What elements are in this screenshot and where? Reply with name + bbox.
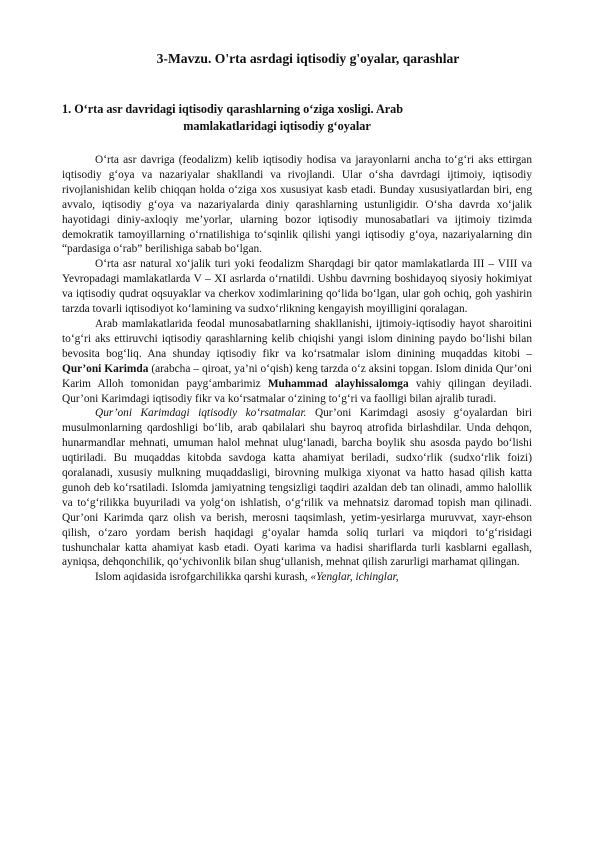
paragraph-4 (62, 406, 532, 570)
paragraph-3-text-e: vahiy qilingan deyiladi. Qur’oni Karimdagi iqtisodiy fikr va ko‘rsatmalar o‘zining to‘g‘ri va faolligi bilan ajralib turadi. (62, 377, 532, 405)
paragraph-4-text: Qur’oni Karimdagi asosiy g‘oyalardan biri musulmonlarning qardoshligi bo‘lib, arab qabilalari shu bayroq atrofida birlashdilar. Unda dehqon, hunarmandlar mehnati, umuman halol mehnat ulug‘lanadi, barcha boylik shu asosda paydo bo‘lishi uqtiriladi. Bu muqaddas kitobda savdoga katta ahamiyat beriladi, sudxo‘rlik (sudxo‘rlik foizi) qoralanadi, xususiy mulkning muqaddasligi, birovning mulkiga xiyonat va hatto hasad qilish katta gunoh deb ko‘rsatiladi. Islomda jamiyatning tengsizligi taqdiri azaldan deb tan olinadi, ammo halollik va to‘g‘rilikka buyuriladi va yolg‘on ishlatish, o‘g‘rilik va mehnatsiz daromad topish man qilinadi. Qur’oni Karimda qarz olish va berish, merosni taqsimlash, yetim-yesirlarga muruvvat, xayr-ehson qilish, o‘zaro yordam berish haqidagi g‘oyalar hamda soliq turlari va miqdori to‘g‘risidagi tushunchalar katta ahamiyat kasb etadi. Oyati karima va hadisi shariflarda turli kasblarni egallash, ayniqsa, dehqonchilik, qo‘ychivonlik bilan shug‘ullanish, mehnat qilish zarurligi marhamat qilingan. (62, 407, 532, 569)
section-heading-line1: 1. O‘rta asr davridagi iqtisodiy qarashlarning o‘ziga xosligi. Arab (62, 102, 404, 116)
paragraph-5-text: Islom aqidasida isrofgarchilikka qarshi kurash, (95, 571, 311, 584)
body-text (62, 153, 532, 585)
section-heading (62, 101, 522, 135)
document-title: 3-Mavzu. O'rta asrdagi iqtisodiy g'oyalar, qarashlar (156, 51, 460, 66)
quran-term: Qur’oni Karimda (62, 362, 149, 375)
quote-fragment: «Yenglar, ichinglar, (310, 571, 399, 584)
paragraph-2: O‘rta asr natural xo‘jalik turi yoki feodalizm Sharqdagi bir qator mamlakatlarda III – VIII va Yevropadagi mamlakatlarda V – XI asrlarda o‘rnatildi. Ushbu davrning boshidayoq siyosiy hokimiyat va iqtisodiy qudrat oqsuyaklar va cherkov xodimlarining qo‘lida bo‘lgan, ular goh ochiq, goh yashirin tarzda tovarli iqtisodiyot ko‘lamining va sudxo‘rlikning kengayish moyilligini qoralagan. (62, 258, 532, 316)
subsection-lead-in: Qur’oni Karimdagi iqtisodiy ko‘rsatmalar. (95, 407, 307, 420)
paragraph-5 (62, 570, 532, 585)
paragraph-3-text-a: Arab mamlakatlarida feodal munosabatlarning shakllanishi, ijtimoiy-iqtisodiy hayot sharoitini to‘g‘ri aks ettiruvchi iqtisodiy qarashlarning kelib chiqishi yangi islom dinining paydo bo‘lishi bilan bevosita bog‘liq. Ana shunday iqtisodiy fikr va ko‘rsatmalar islom dinining muqaddas kitobi – (62, 317, 532, 360)
prophet-name: Muhammad alayhissalomga (267, 377, 409, 390)
paragraph-1: O‘rta asr davriga (feodalizm) kelib iqtisodiy hodisa va jarayonlarni ancha to‘g‘ri aks ettirgan iqtisodiy g‘oya va nazariyalar shakllandi va rivojlandi. Ular o‘sha davrdagi ijtimoiy, iqtisodiy rivojlanishidan kelib chiqqan holda o‘ziga xos xususiyat kasb etadi. Bunday xususiyatlardan biri, eng avvalo, iqtisodiy g‘oya va nazariyalarda diniy qarashlarning ustunligidir. O‘sha davrda xo‘jalik hayotidagi diniy-axloqiy me’yorlar, ularning bozor iqtisodiy munosabatlari va ijtimoiy tizimda demokratik tamoyillarning o‘rnatilishiga to‘sqinlik qilishi yangi iqtisodiy g‘oya, nazariyalarning din “pardasiga o‘rab” berilishiga sabab bo‘lgan. (62, 154, 532, 256)
section-heading-line2: mamlakatlaridagi iqtisodiy g‘oyalar (183, 119, 371, 133)
paragraph-3 (62, 317, 532, 406)
paragraph-3-text-c: (arabcha – qiroat, ya’ni o‘qish) keng tarzda o‘z aksini topgan. Islom dinida Qur’oni Karim Alloh tomonidan payg‘ambarimiz (62, 362, 532, 390)
